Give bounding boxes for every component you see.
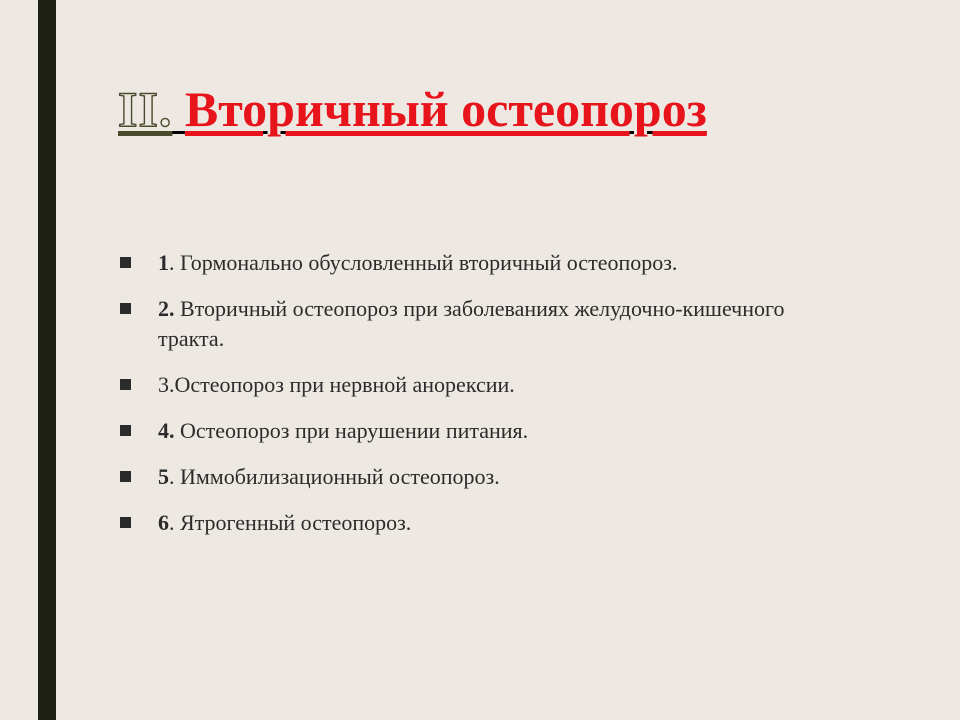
title-text: Вторичный остеопороз [184, 81, 707, 137]
square-bullet-icon [120, 471, 131, 482]
square-bullet-icon [120, 257, 131, 268]
list-item [118, 248, 838, 278]
item-text: . Гормонально обусловленный вторичный остеопороз. [169, 250, 678, 275]
square-bullet-icon [120, 517, 131, 528]
item-text: Вторичный остеопороз при заболеваниях желудочно-кишечного тракта. [158, 296, 785, 351]
list-item [118, 508, 838, 538]
item-text: . Ятрогенный остеопороз. [169, 510, 412, 535]
list-item [118, 416, 838, 446]
item-number: 1 [158, 250, 169, 275]
slide-title [118, 76, 707, 142]
item-text: 3.Остеопороз при нервной анорексии. [158, 372, 515, 397]
item-number: 2. [158, 296, 175, 321]
list-item [118, 294, 838, 354]
left-accent-bar [38, 0, 56, 720]
square-bullet-icon [120, 425, 131, 436]
item-number: 6 [158, 510, 169, 535]
title-numeral: II. [118, 81, 173, 137]
square-bullet-icon [120, 379, 131, 390]
list-item [118, 462, 838, 492]
square-bullet-icon [120, 303, 131, 314]
item-text: Остеопороз при нарушении питания. [174, 418, 529, 443]
item-number: 4. [158, 418, 175, 443]
item-text: . Иммобилизационный остеопороз. [169, 464, 500, 489]
item-number: 5 [158, 464, 169, 489]
list-item [118, 370, 838, 400]
bullet-list [118, 248, 838, 554]
